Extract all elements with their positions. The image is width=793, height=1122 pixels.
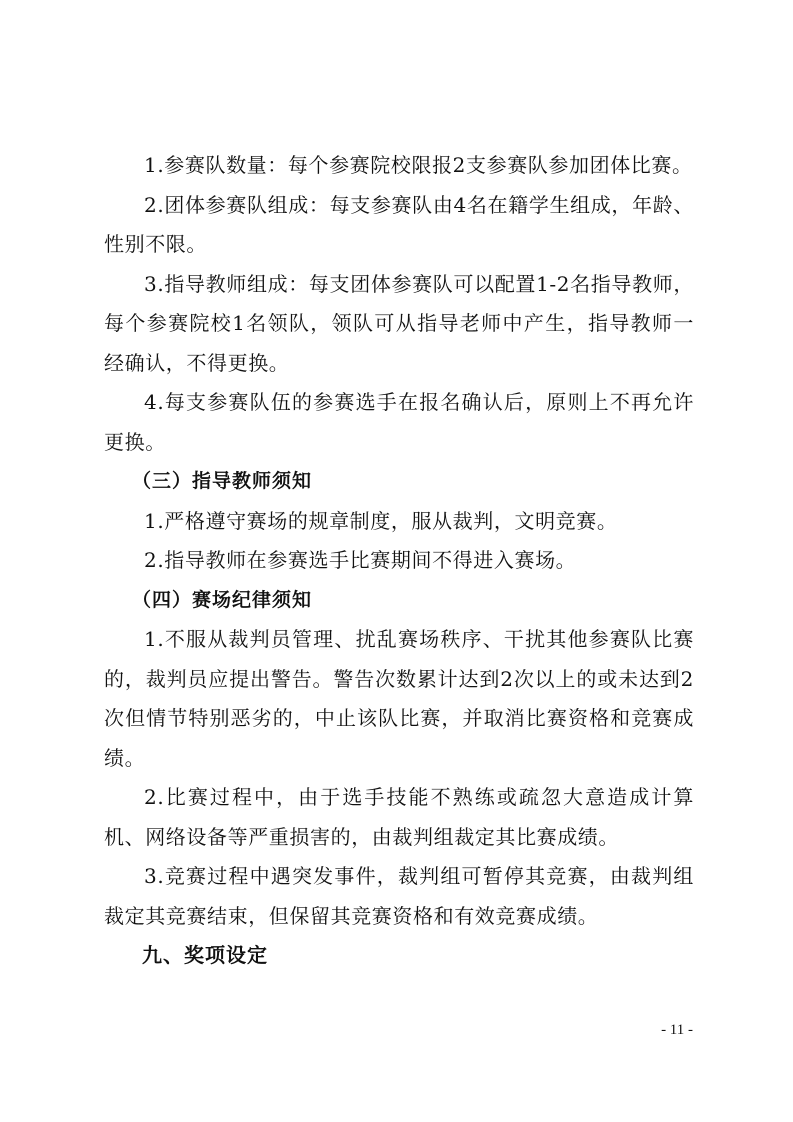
rule-team-count: 1.参赛队数量：每个参赛院校限报2支参赛队参加团体比赛。 <box>144 153 693 177</box>
instructor-rule-1: 1.严格遵守赛场的规章制度，服从裁判，文明竞赛。 <box>144 508 618 533</box>
rule-instructor-composition: 3.指导教师组成：每支团体参赛队可以配置1-2名指导教师，每个参赛院校1名领队，领队可从指导老师中产生，指导教师一经确认，不得更换。 <box>104 271 694 375</box>
instructor-rule-2: 2.指导教师在参赛选手比赛期间不得进入赛场。 <box>144 548 577 572</box>
discipline-rule-1: 1.不服从裁判员管理、扰乱赛场秩序、干扰其他参赛队比赛的，裁判员应提出警告。警告次数累计达到2次以上的或未达到2次但情节特别恶劣的，中止该队比赛，并取消比赛资格和竞赛成绩。 <box>104 627 694 770</box>
heading-awards: 九、奖项设定 <box>142 943 268 967</box>
rule-team-composition: 2.团体参赛队组成：每支参赛队由4名在籍学生组成，年龄、性别不限。 <box>104 192 694 256</box>
page-number: - 11 - <box>661 1022 693 1038</box>
heading-instructor-notice: （三）指导教师须知 <box>132 470 313 492</box>
discipline-rule-2: 2.比赛过程中，由于选手技能不熟练或疏忽大意造成计算机、网络设备等严重损害的，由裁判组裁定其比赛成绩。 <box>104 785 694 849</box>
discipline-rule-3: 3.竞赛过程中遇突发事件，裁判组可暂停其竞赛，由裁判组裁定其竞赛结束，但保留其竞赛资格和有效竞赛成绩。 <box>104 864 694 928</box>
heading-discipline: （四）赛场纪律须知 <box>132 588 313 611</box>
rule-no-replacement: 4.每支参赛队伍的参赛选手在报名确认后，原则上不再允许更换。 <box>104 390 694 454</box>
document-body <box>104 146 694 976</box>
